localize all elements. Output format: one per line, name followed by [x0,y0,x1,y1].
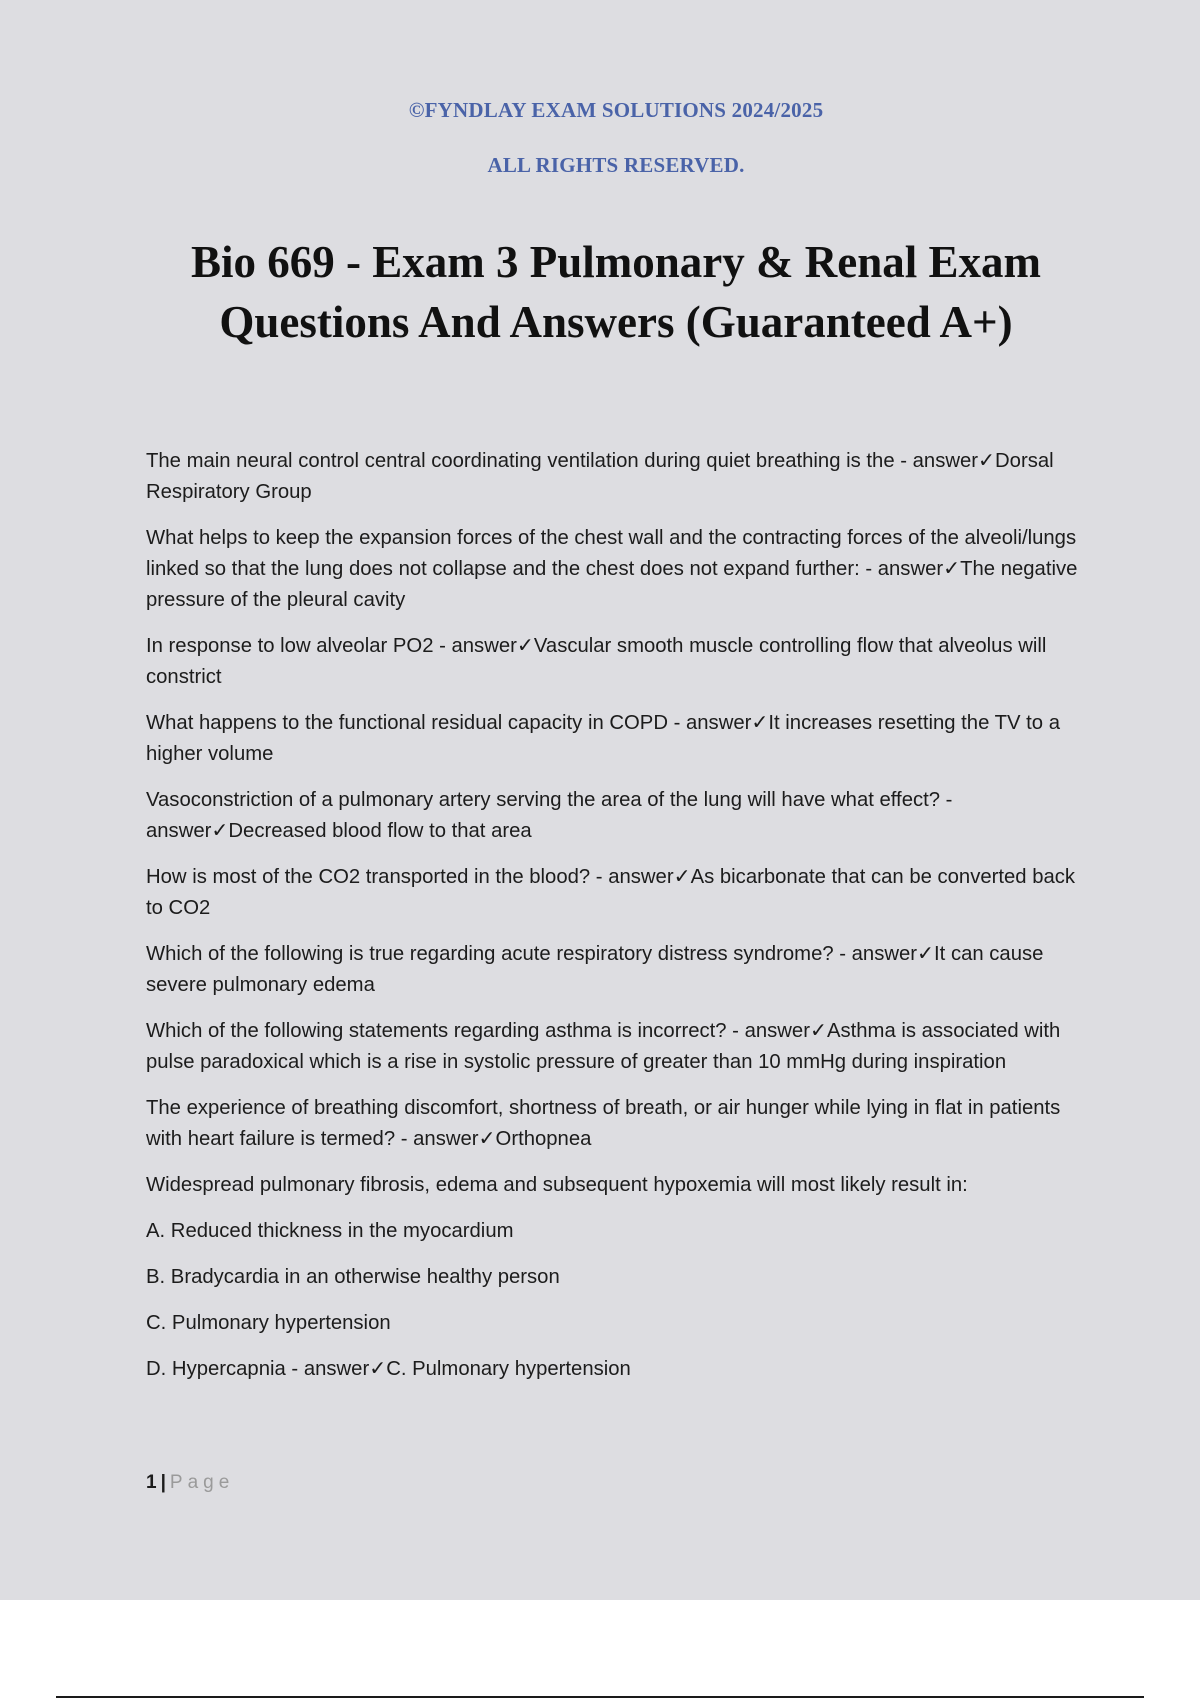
check-icon: ✓ [917,943,935,965]
answer-text: Vascular smooth muscle controlling flow that alveolus will constrict [146,635,1047,688]
answer-text: Orthopnea [495,1128,592,1150]
question-text: What happens to the functional residual capacity in COPD - [146,712,686,734]
answer-prefix: answer [146,820,212,842]
bottom-divider [56,1696,1144,1698]
answer-prefix: answer [303,1358,370,1380]
check-icon: ✓ [751,712,769,734]
check-icon: ✓ [978,450,996,472]
check-icon: ✓ [673,866,691,888]
mcq-question: Widespread pulmonary fibrosis, edema and subsequent hypoxemia will most likely result in: [146,1174,968,1196]
footer-separator: | [160,1472,166,1493]
answer-prefix: answer [413,1128,479,1150]
check-icon: ✓ [516,635,534,657]
answer-prefix: answer [686,712,752,734]
question-text: Which of the following is true regarding acute respiratory distress syndrome? - [146,943,852,965]
check-icon: ✓ [809,1020,827,1042]
answer-text: The negative pressure of the pleural cavity [146,558,1078,611]
qa-item [146,446,1086,508]
qa-item [146,1016,1086,1078]
answer-text: Asthma is associated with pulse paradoxical which is a rise in systolic pressure of greater than 10 mmHg during inspiration [146,1020,1061,1073]
check-icon: ✓ [369,1358,387,1380]
qa-item [146,708,1086,770]
answer-text: It can cause severe pulmonary edema [146,943,1044,996]
question-text: Vasoconstriction of a pulmonary artery serving the area of the lung will have what effect? - [146,789,953,811]
qa-item [146,939,1086,1001]
document-title: Bio 669 - Exam 3 Pulmonary & Renal Exam Questions And Answers (Guaranteed A+) [191,237,1041,347]
copyright-header: ©FYNDLAY EXAM SOLUTIONS 2024/2025 [408,98,824,122]
mcq-option-d [146,1354,1086,1385]
qa-item [146,785,1086,847]
page-footer [146,1472,234,1494]
answer-text: As bicarbonate that can be converted back to CO2 [146,866,1076,919]
page-number: 1 [146,1472,157,1493]
question-text: The main neural control central coordinating ventilation during quiet breathing is the - [146,450,913,472]
mcq-option-a: A. Reduced thickness in the myocardium [146,1220,514,1242]
mcq-option-c: C. Pulmonary hypertension [146,1312,391,1334]
check-icon: ✓ [478,1128,496,1150]
rights-header: ALL RIGHTS RESERVED. [487,153,745,177]
qa-item [146,1093,1086,1155]
answer-text: Decreased blood flow to that area [228,820,532,842]
answer-prefix: answer [451,635,517,657]
answer-prefix: answer [912,450,979,472]
check-icon: ✓ [211,820,229,842]
question-text: What helps to keep the expansion forces of the chest wall and the contracting forces of the alveoli/lungs linked so that the lung does not collapse and the chest does not expand further: - [146,527,1077,580]
qa-content [146,446,1086,1400]
mcq-option-b: B. Bradycardia in an otherwise healthy person [146,1266,560,1288]
question-text: The experience of breathing discomfort, shortness of breath, or air hunger while lying in flat in patients with heart failure is termed? - [146,1097,1061,1150]
qa-item [146,523,1086,616]
answer-text: C. Pulmonary hypertension [386,1358,631,1380]
question-text: Which of the following statements regarding asthma is incorrect? - [146,1020,745,1042]
qa-item [146,862,1086,924]
answer-prefix: answer [608,866,674,888]
page-label: Page [169,1472,235,1493]
option-d-text: D. Hypercapnia - [146,1358,304,1380]
answer-prefix: answer [851,943,918,965]
check-icon: ✓ [943,558,961,580]
question-text: How is most of the CO2 transported in the blood? - [146,866,609,888]
answer-prefix: answer [744,1020,810,1042]
answer-text: Dorsal Respiratory Group [146,450,1054,503]
answer-prefix: answer [877,558,944,580]
question-text: In response to low alveolar PO2 - [146,635,452,657]
answer-text: It increases resetting the TV to a higher volume [146,712,1060,765]
qa-item [146,631,1086,693]
